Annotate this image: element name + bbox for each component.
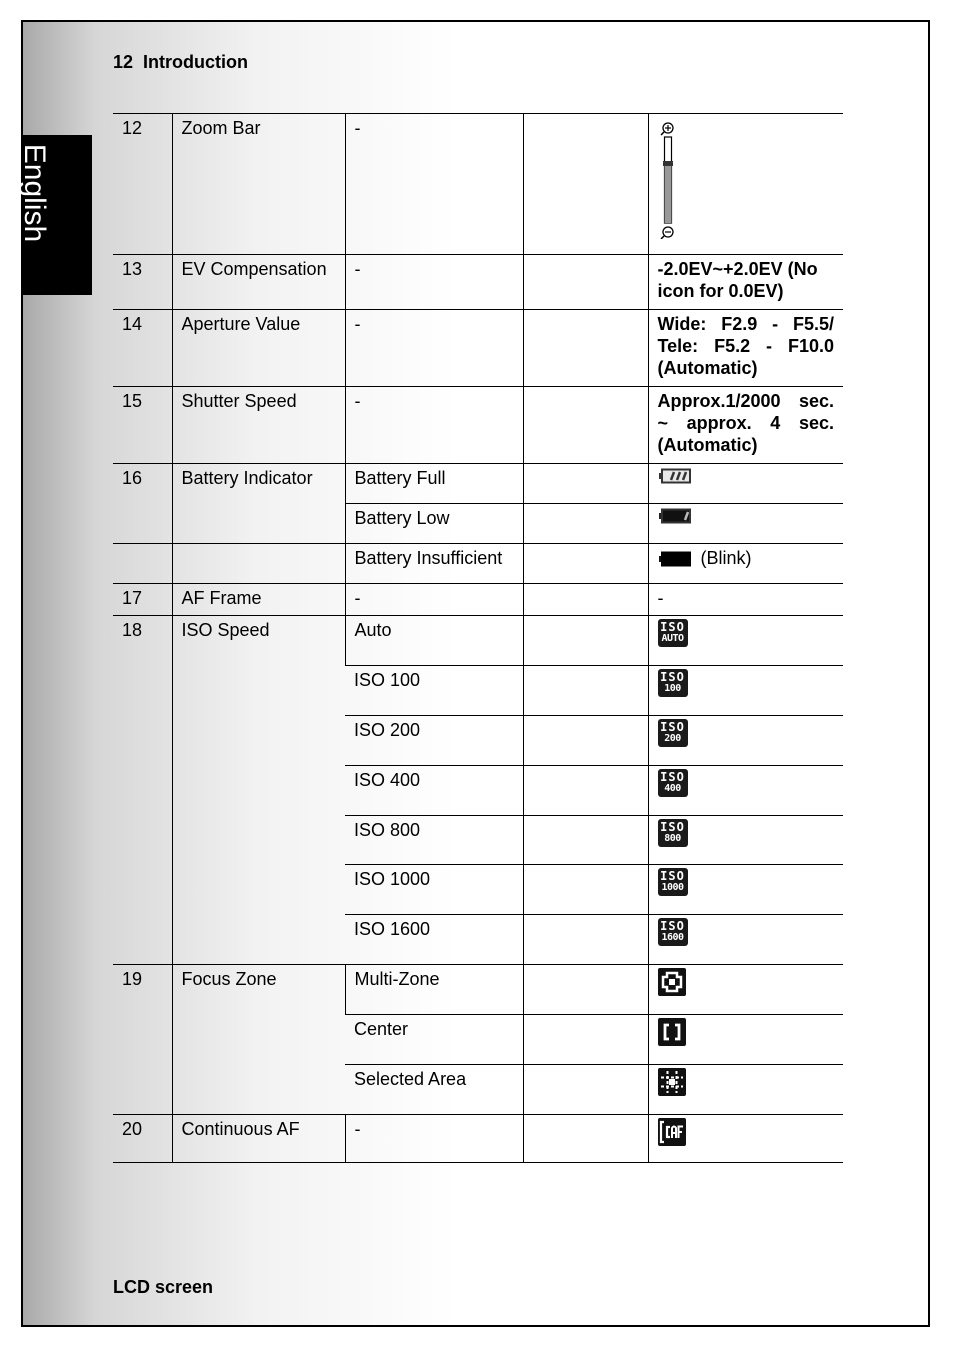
item-number: 18 <box>113 616 172 965</box>
blink-label: (Blink) <box>700 548 752 568</box>
item-name: EV Compensation <box>172 255 345 310</box>
icon-cell <box>648 915 843 965</box>
table-row <box>113 310 843 387</box>
item-name: ISO Speed <box>172 616 345 965</box>
iso-100-icon: ISO 100 <box>658 669 688 697</box>
icon-cell <box>648 544 843 584</box>
item-sub: - <box>345 310 523 387</box>
battery-full-icon <box>658 468 692 484</box>
item-sub: Selected Area <box>345 1065 523 1115</box>
item-number: 13 <box>113 255 172 310</box>
item-name: Aperture Value <box>172 310 345 387</box>
table-row <box>113 1115 843 1163</box>
item-sub: - <box>345 584 523 616</box>
table-row <box>113 255 843 310</box>
table-row <box>113 387 843 464</box>
item-name: Zoom Bar <box>172 114 345 255</box>
icon-cell <box>648 666 843 716</box>
empty-cell <box>172 544 345 584</box>
item-sub: Multi-Zone <box>345 965 523 1015</box>
item-description: Approx.1/2000 sec. ~ approx. 4 sec. (Automatic) <box>648 387 843 464</box>
item-name: Shutter Speed <box>172 387 345 464</box>
item-sub: ISO 1000 <box>345 865 523 915</box>
icon-cell <box>648 1115 843 1163</box>
empty-cell <box>523 584 648 616</box>
item-number: 15 <box>113 387 172 464</box>
empty-cell <box>523 387 648 464</box>
iso-1600-icon: ISO 1600 <box>658 918 688 946</box>
empty-cell <box>523 504 648 544</box>
empty-cell <box>523 464 648 504</box>
empty-cell <box>523 865 648 915</box>
iso-800-icon: ISO 800 <box>658 819 688 847</box>
item-sub: ISO 1600 <box>345 915 523 965</box>
item-number: 19 <box>113 965 172 1115</box>
iso-auto-icon: ISO AUTO <box>658 619 688 647</box>
empty-cell <box>113 504 172 544</box>
icon-cell <box>648 464 843 504</box>
icon-cell <box>648 716 843 766</box>
empty-cell <box>523 310 648 387</box>
item-number: 12 <box>113 114 172 255</box>
item-number: 14 <box>113 310 172 387</box>
item-sub: - <box>345 114 523 255</box>
table-row <box>113 584 843 616</box>
empty-cell <box>523 915 648 965</box>
empty-cell <box>523 255 648 310</box>
page-footer: LCD screen <box>113 1277 214 1297</box>
continuous-af-icon <box>658 1118 686 1146</box>
empty-cell <box>523 616 648 666</box>
item-sub: - <box>345 255 523 310</box>
battery-insufficient-icon <box>658 551 692 567</box>
empty-cell <box>523 1115 648 1163</box>
item-number: 20 <box>113 1115 172 1163</box>
item-sub: Center <box>345 1015 523 1065</box>
battery-low-icon <box>658 508 692 524</box>
item-description: -2.0EV~+2.0EV (No icon for 0.0EV) <box>648 255 843 310</box>
empty-cell <box>523 544 648 584</box>
empty-cell <box>172 504 345 544</box>
item-sub: Auto <box>345 616 523 666</box>
table-row <box>113 965 843 1015</box>
item-name: AF Frame <box>172 584 345 616</box>
item-number: 17 <box>113 584 172 616</box>
iso-200-icon: ISO 200 <box>658 719 688 747</box>
multi-zone-icon <box>658 968 686 996</box>
center-focus-icon <box>658 1018 686 1046</box>
language-tab-label: English <box>18 143 51 243</box>
item-name: Battery Indicator <box>172 464 345 504</box>
lcd-icon-table <box>113 113 843 1163</box>
empty-cell <box>523 965 648 1015</box>
selected-area-icon <box>658 1068 686 1096</box>
icon-cell <box>648 816 843 865</box>
empty-cell <box>523 1065 648 1115</box>
icon-cell <box>648 865 843 915</box>
empty-cell <box>523 1015 648 1065</box>
table-row <box>113 544 843 584</box>
item-sub: Battery Full <box>345 464 523 504</box>
item-sub: - <box>345 1115 523 1163</box>
item-number: 16 <box>113 464 172 504</box>
item-sub: Battery Insufficient <box>345 544 523 584</box>
item-sub: ISO 800 <box>345 816 523 865</box>
iso-1000-icon: ISO 1000 <box>658 868 688 896</box>
item-sub: Battery Low <box>345 504 523 544</box>
icon-cell <box>648 1065 843 1115</box>
empty-cell <box>523 666 648 716</box>
table-row <box>113 616 843 666</box>
icon-cell <box>648 114 843 255</box>
iso-400-icon: ISO 400 <box>658 769 688 797</box>
icon-cell <box>648 504 843 544</box>
empty-cell <box>523 816 648 865</box>
item-name: Focus Zone <box>172 965 345 1115</box>
empty-cell <box>523 766 648 816</box>
item-sub: ISO 100 <box>345 666 523 716</box>
item-sub: - <box>345 387 523 464</box>
item-sub: ISO 200 <box>345 716 523 766</box>
icon-cell <box>648 616 843 666</box>
empty-cell <box>523 114 648 255</box>
item-description: - <box>648 584 843 616</box>
item-sub: ISO 400 <box>345 766 523 816</box>
table-row <box>113 504 843 544</box>
item-name: Continuous AF <box>172 1115 345 1163</box>
zoom-bar-icon <box>658 121 678 239</box>
page-header: 12 Introduction <box>113 52 248 72</box>
empty-cell <box>523 716 648 766</box>
icon-cell <box>648 766 843 816</box>
table-row <box>113 464 843 504</box>
table-row <box>113 114 843 255</box>
icon-cell <box>648 965 843 1015</box>
empty-cell <box>113 544 172 584</box>
item-description: Wide: F2.9 - F5.5/ Tele: F5.2 - F10.0 (Automatic) <box>648 310 843 387</box>
icon-cell <box>648 1015 843 1065</box>
